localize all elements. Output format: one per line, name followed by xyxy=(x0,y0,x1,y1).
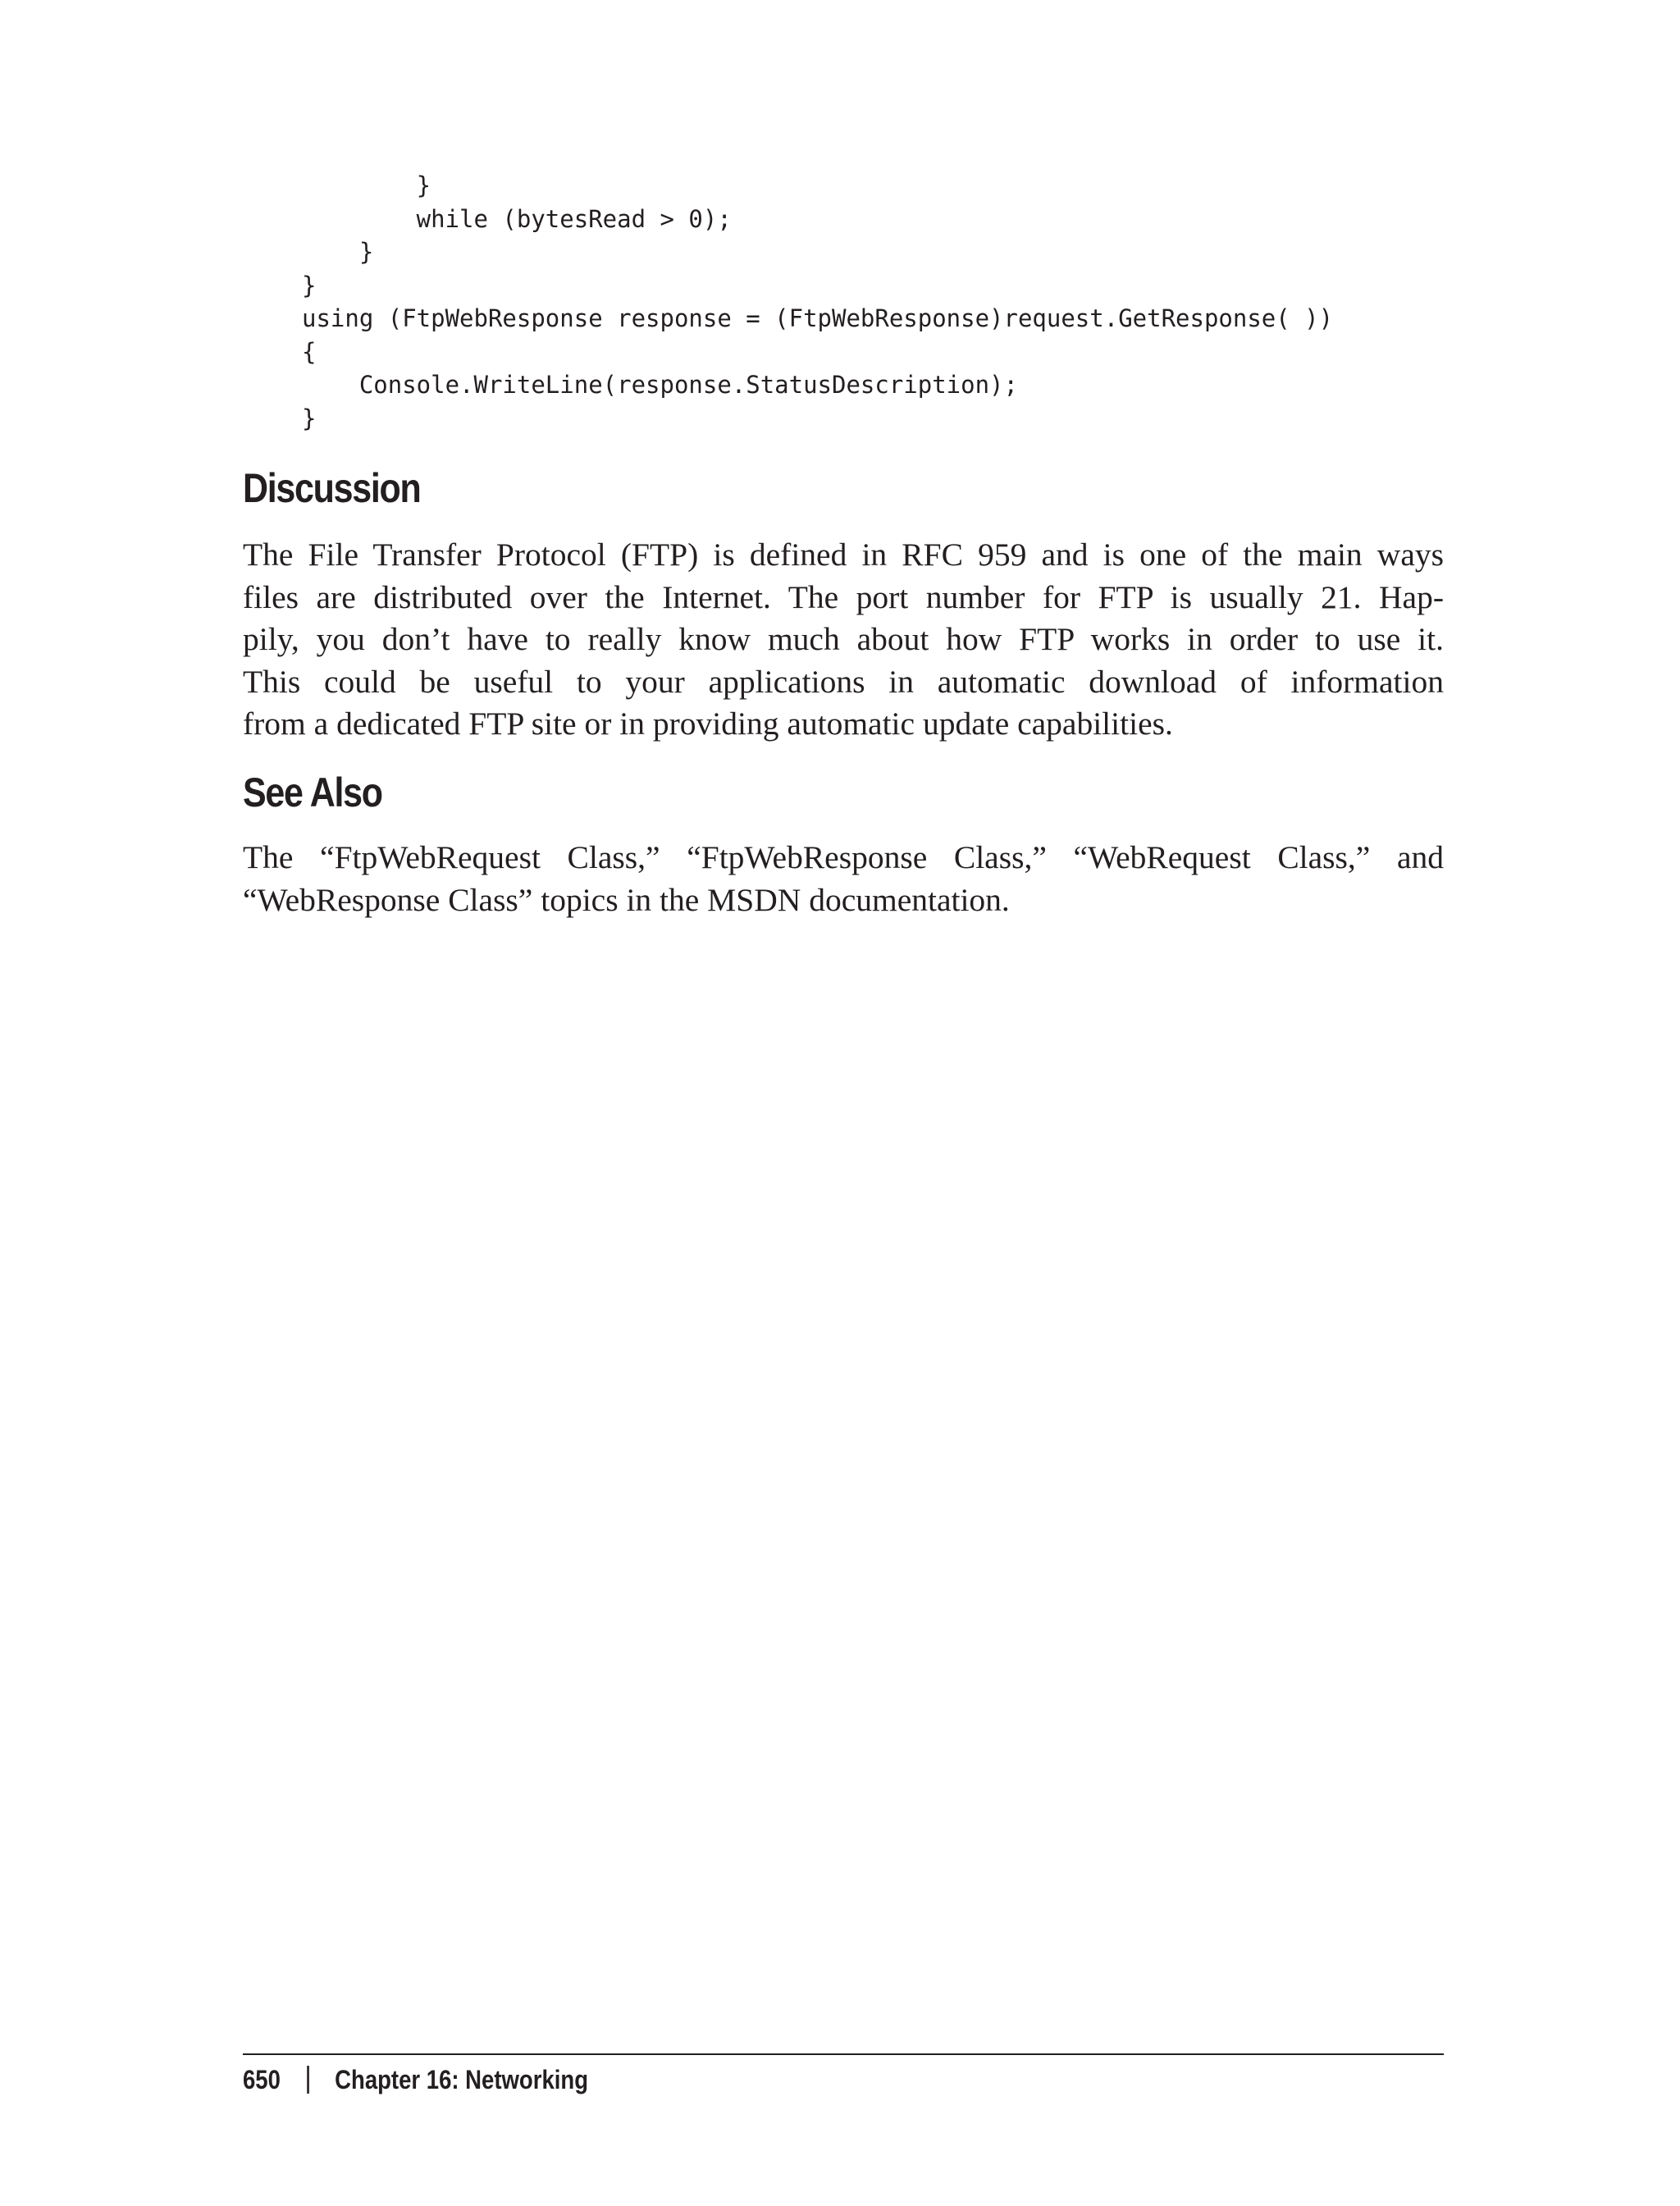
paragraph-line: from a dedicated FTP site or in providing automatic update capabilities. xyxy=(243,706,1173,742)
code-line: { xyxy=(302,337,317,366)
code-listing xyxy=(302,169,1333,435)
paragraph-line: files are distributed over the Internet. The port number for FTP is usually 21. Hap- xyxy=(243,578,1444,615)
code-line: } xyxy=(302,404,317,432)
code-line: } xyxy=(302,171,431,199)
footer-separator xyxy=(308,2066,310,2094)
paragraph-line: The File Transfer Protocol (FTP) is defined in RFC 959 and is one of the main ways xyxy=(243,537,1444,573)
see-also-paragraph xyxy=(243,837,1444,921)
footer-rule xyxy=(243,2053,1444,2055)
discussion-heading: Discussion xyxy=(243,465,421,511)
code-line: } xyxy=(302,238,374,266)
paragraph-line: The “FtpWebRequest Class,” “FtpWebResponse Class,” “WebRequest Class,” and xyxy=(243,839,1444,875)
paragraph-line: “WebResponse Class” topics in the MSDN documentation. xyxy=(243,881,1010,918)
paragraph-line: pily, you don’t have to really know much about how FTP works in order to use it. xyxy=(243,621,1444,657)
chapter-title: Chapter 16: Networking xyxy=(335,2065,589,2094)
page-footer xyxy=(243,2059,588,2100)
discussion-paragraph xyxy=(243,534,1444,746)
code-line: while (bytesRead > 0); xyxy=(302,204,732,233)
see-also-heading: See Also xyxy=(243,770,382,815)
code-line: } xyxy=(302,271,317,299)
code-line: Console.WriteLine(response.StatusDescription); xyxy=(302,371,1018,399)
code-line: using (FtpWebResponse response = (FtpWebResponse)request.GetResponse( )) xyxy=(302,304,1334,332)
page-number: 650 xyxy=(243,2065,281,2094)
paragraph-line: This could be useful to your applications in automatic download of information xyxy=(243,663,1444,700)
